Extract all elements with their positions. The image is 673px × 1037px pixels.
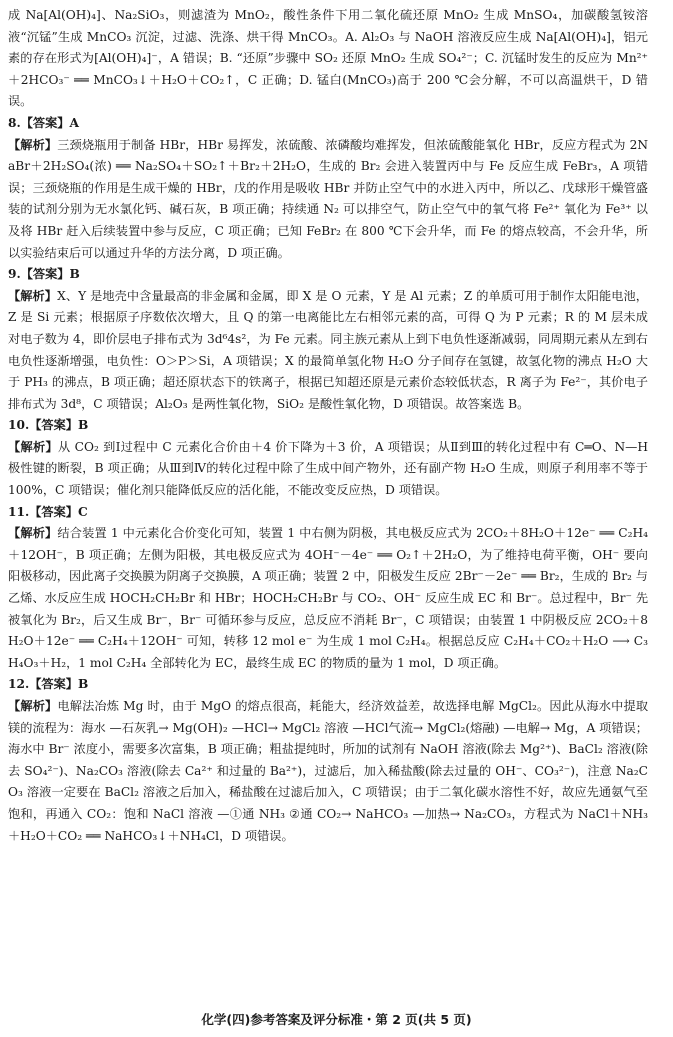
answer-line bbox=[8, 415, 648, 437]
question-number: 12. bbox=[8, 677, 30, 692]
explanation-paragraph bbox=[8, 135, 648, 265]
answer-label: 【答案】 bbox=[20, 267, 70, 282]
question-11 bbox=[8, 502, 648, 675]
explanation-paragraph bbox=[8, 286, 648, 416]
answer-line bbox=[8, 674, 648, 696]
question-number: 9. bbox=[8, 267, 21, 282]
answer-label: 【答案】 bbox=[29, 677, 78, 692]
answer-value: B bbox=[77, 418, 89, 433]
question-number: 8. bbox=[8, 115, 21, 130]
answer-value: A bbox=[69, 115, 79, 130]
question-12 bbox=[8, 674, 648, 847]
question-10 bbox=[8, 415, 648, 501]
answer-line bbox=[8, 264, 648, 286]
explanation-paragraph bbox=[8, 696, 648, 847]
answer-content bbox=[8, 5, 648, 847]
question-9 bbox=[8, 264, 648, 415]
question-number: 10. bbox=[8, 418, 30, 433]
explanation-text: X、Y 是地壳中含量最高的非金属和金属，即 X 是 O 元素，Y 是 Al 元素；Z 的单质可用于制作太阳能电池，Z 是 Si 元素；根据原子序数依次增大，且 Q 的第一电离能比左右相邻元素的高，可得 Q 为 P 元素；R 的 M 层未成对电子数为 4，即价层电子排布式为 3d⁶4s²，为 Fe 元素。同主族元素从上到下电负性逐渐减弱，同周期元素从左到右电负性逐渐增强，电负性：O＞P＞Si，A 项错误；X 的最简单氢化物 H₂O 分子间存在氢键，故氢化物的沸点 H₂O 大于 PH₃ 的沸点，B 项正确；超还原状态下的铁离子，根据已知超还原是元素价态较低状态，R 离子为 Fe²⁻，其价电子排布式为 3d⁸，C 项错误；Al₂O₃ 是两性氧化物，SiO₂ 是酸性氧化物，D 项错误。故答案选 B。 bbox=[8, 288, 648, 411]
answer-line bbox=[8, 113, 648, 135]
explanation-label: 【解析】 bbox=[8, 137, 58, 152]
question-8 bbox=[8, 113, 648, 264]
answer-label: 【答案】 bbox=[29, 504, 78, 519]
question-number: 11. bbox=[8, 504, 30, 519]
explanation-paragraph bbox=[8, 523, 648, 674]
explanation-label: 【解析】 bbox=[8, 699, 58, 713]
explanation-text: 电解法冶炼 Mg 时，由于 MgO 的熔点很高，耗能大，经济效益差，故选择电解 MgCl₂。因此从海水中提取镁的流程为：海水 —石灰乳→ Mg(OH)₂ —HCl→ MgCl₂ 溶液 —HCl气流→ MgCl₂(熔融) —电解→ Mg，A 项错误；海水中 Br⁻ 浓度小，需要多次富集，B 项正确；粗盐提纯时，所加的试剂有 NaOH 溶液(除去 Mg²⁺)、BaCl₂ 溶液(除去 SO₄²⁻)、Na₂CO₃ 溶液(除去 Ca²⁺ 和过量的 Ba²⁺)，过滤后，加入稀盐酸(除去过量的 OH⁻、CO₃²⁻)，注意 Na₂CO₃ 溶液一定要在 BaCl₂ 溶液之后加入，稀盐酸在过滤后加入，C 项错误；由于二氧化碳水溶性不好，故应先通氨气至饱和，再通入 CO₂：饱和 NaCl 溶液 —①通 NH₃ ②通 CO₂→ NaHCO₃ —加热→ Na₂CO₃，方程式为 NaCl＋NH₃＋H₂O＋CO₂ ══ NaHCO₃↓＋NH₄Cl，D 项错误。 bbox=[8, 699, 649, 843]
explanation-text: 结合装置 1 中元素化合价变化可知，装置 1 中右侧为阴极，其电极反应式为 2CO₂＋8H₂O＋12e⁻ ══ C₂H₄＋12OH⁻，B 项正确；左侧为阳极，其电极反应式为 4OH⁻－4e⁻ ══ O₂↑＋2H₂O，为了维持电荷平衡，OH⁻ 要向阳极移动，因此离子交换膜为阴离子交换膜，A 项正确；装置 2 中，阳极发生反应 2Br⁻－2e⁻ ══ Br₂，生成的 Br₂ 与乙烯、水反应生成 HOCH₂CH₂Br 和 HBr；HOCH₂CH₂Br 与 CO₂、OH⁻ 反应生成 EC 和 Br⁻。总过程中，Br⁻ 先被氧化为 Br₂，后又生成 Br⁻，Br⁻ 可循环参与反应，总反应不消耗 Br⁻，C 项错误；由装置 1 中阴极反应 2CO₂＋8H₂O＋12e⁻ ══ C₂H₄＋12OH⁻ 可知，转移 12 mol e⁻ 为生成 1 mol C₂H₄。根据总反应 C₂H₄＋CO₂＋H₂O ⟶ C₃H₄O₃＋H₂，1 mol C₂H₄ 全部转化为 EC，最终生成 EC 的物质的量为 1 mol，D 项正确。 bbox=[8, 526, 648, 670]
answer-value: C bbox=[77, 504, 88, 519]
explanation-label: 【解析】 bbox=[8, 288, 58, 303]
explanation-label: 【解析】 bbox=[8, 526, 58, 541]
explanation-paragraph bbox=[8, 437, 648, 502]
answer-line bbox=[8, 502, 648, 524]
answer-value: B bbox=[69, 267, 80, 282]
explanation-text: 从 CO₂ 到Ⅰ过程中 C 元素化合价由＋4 价下降为＋3 价，A 项错误；从Ⅱ到Ⅲ的转化过程中有 C═O、N—H 极性键的断裂，B 项正确；从Ⅲ到Ⅳ的转化过程中除了生成中间产物外，还有副产物 H₂O 生成，则原子利用率不等于 100%，C 项错误；催化剂只能降低反应的活化能，不能改变反应热，D 项错误。 bbox=[8, 439, 648, 498]
answer-label: 【答案】 bbox=[29, 418, 78, 433]
answer-label: 【答案】 bbox=[20, 115, 70, 130]
explanation-text: 三颈烧瓶用于制备 HBr，HBr 易挥发，浓硫酸、浓磷酸均难挥发，但浓硫酸能氧化 HBr，反应方程式为 2NaBr＋2H₂SO₄(浓) ══ Na₂SO₄＋SO₂↑＋Br₂＋2H₂O，生成的 Br₂ 会进入装置丙中与 Fe 反应生成 FeBr₃，A 项错误；三颈烧瓶的作用是生成干燥的 HBr，戊的作用是吸收 HBr 并防止空气中的水进入丙中，所以乙、戊球形干燥管盛装的试剂分别为无水氯化钙、碱石灰，B 项正确；持续通 N₂ 可以排空气，防止空气中的氧气将 Fe²⁺ 氧化为 Fe³⁺ 以及将 HBr 赶入后续装置中参与反应，C 项正确；已知 FeBr₂ 在 800 ℃下会升华，而 Fe 的熔点较高，不会升华，所以实验结束后可以通过升华的方法分离，D 项正确。 bbox=[8, 137, 649, 260]
intro-paragraph: 成 Na[Al(OH)₄]、Na₂SiO₃，则滤渣为 MnO₂，酸性条件下用二氧化硫还原 MnO₂ 生成 MnSO₄，加碳酸氢铵溶液“沉锰”生成 MnCO₃ 沉淀，过滤、洗涤、烘干得 MnCO₃。A. Al₂O₃ 与 NaOH 溶液反应生成 Na[Al(OH)₄]，铝元素的存在形式为[Al(OH)₄]⁻，A 错误；B. “还原”步骤中 SO₂ 还原 MnO₂ 生成 SO₄²⁻；C. 沉锰时发生的反应为 Mn²⁺＋2HCO₃⁻ ══ MnCO₃↓＋H₂O＋CO₂↑，C 正确；D. 锰白(MnCO₃)高于 200 ℃会分解，不可以高温烘干，D 错误。 bbox=[8, 8, 648, 109]
answer-value: B bbox=[77, 677, 89, 692]
page-footer: 化学(四)参考答案及评分标准・第 2 页(共 5 页) bbox=[201, 1012, 472, 1027]
explanation-label: 【解析】 bbox=[8, 439, 58, 454]
